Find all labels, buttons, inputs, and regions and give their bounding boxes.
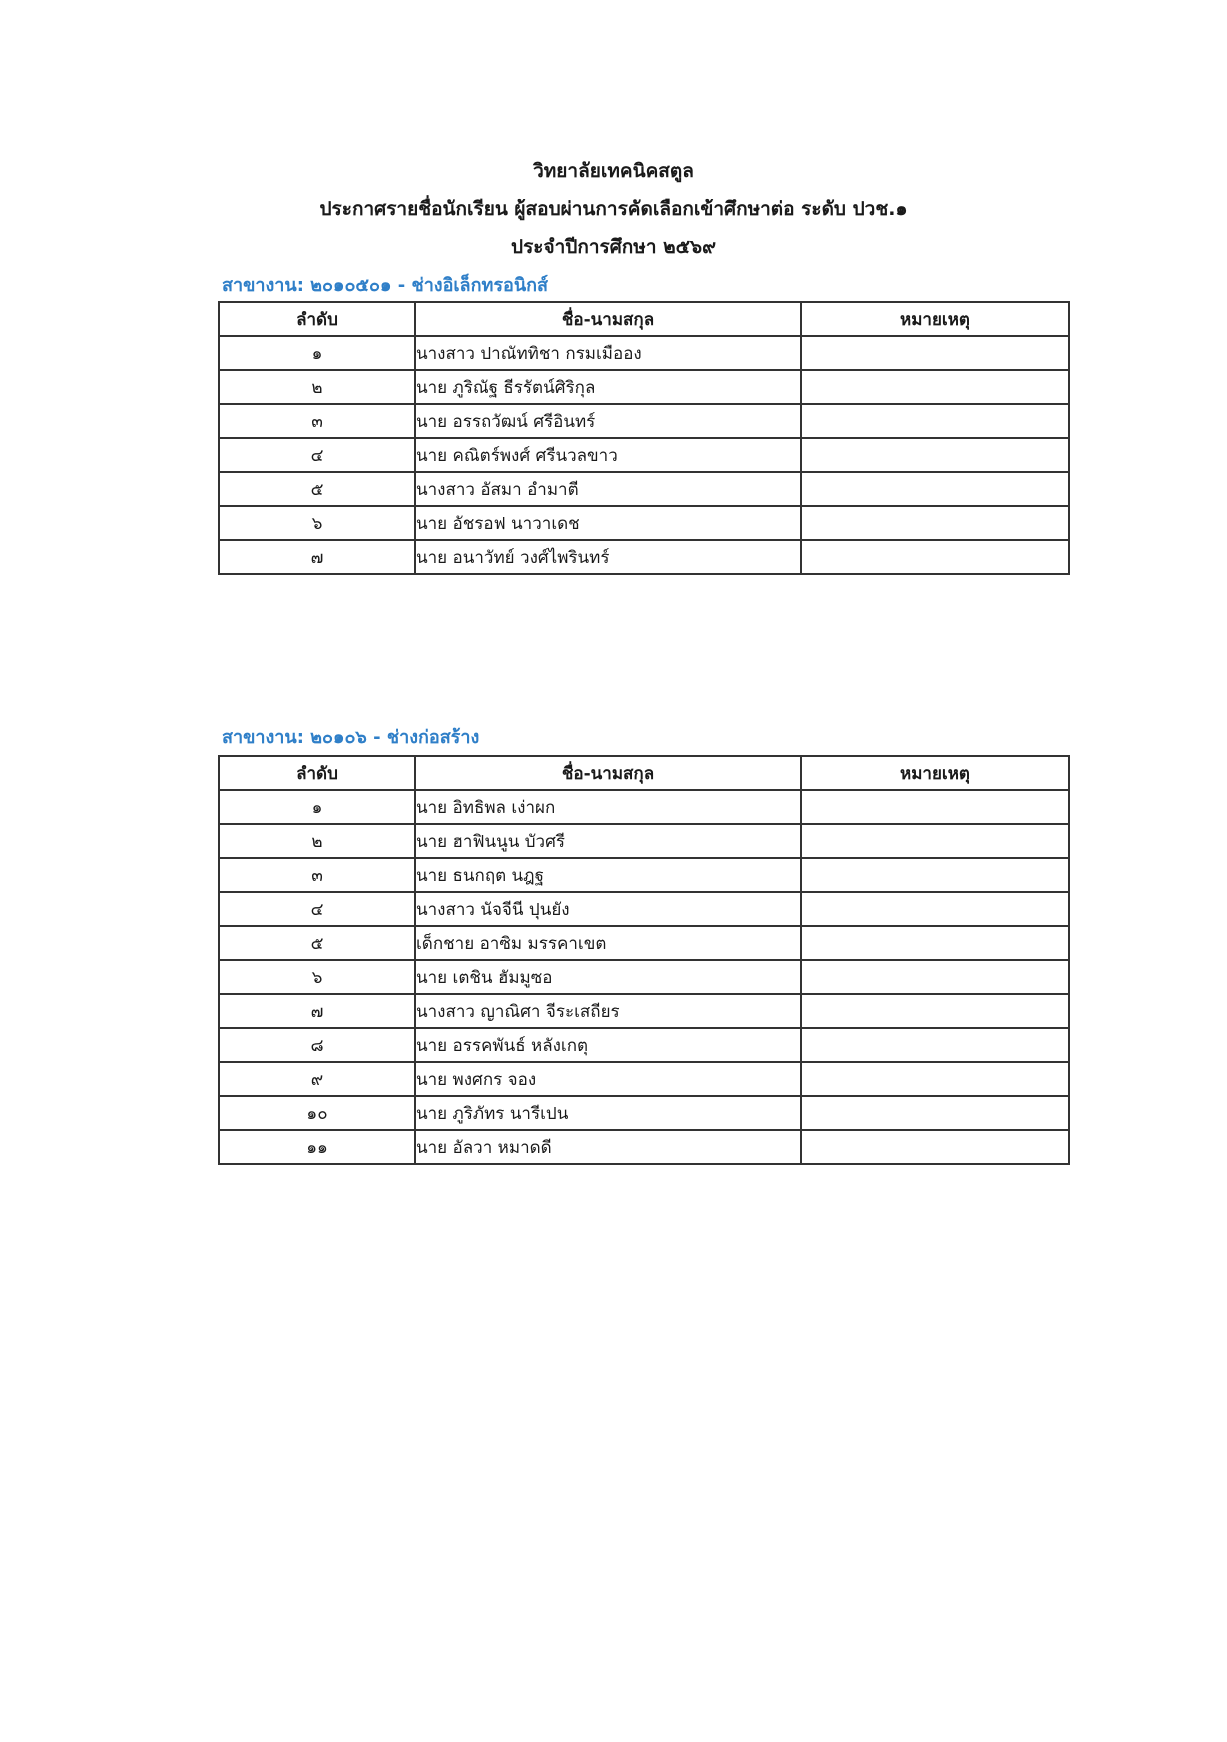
remark-cell [801,1028,1069,1062]
table-row [219,1130,1069,1164]
college-title: วิทยาลัยเทคนิคสตูล [533,160,694,182]
student-name: นาย เตชิน ฮัมมูซอ [415,960,801,994]
student-name: นาย คณิตร์พงศ์ ศรีนวลขาว [415,438,801,472]
remark-cell [801,1130,1069,1164]
section-label-construction: สาขางาน: ๒๐๑๐๖ - ช่างก่อสร้าง [222,727,480,748]
roster-table-electronics [218,301,1070,575]
row-number: ๒ [219,824,415,858]
remark-cell [801,336,1069,370]
student-name: นาย อรรคพันธ์ หลังเกตุ [415,1028,801,1062]
table-row [219,858,1069,892]
student-name: นาย ภูริภัทร นารีเปน [415,1096,801,1130]
table-row [219,926,1069,960]
remark-cell [801,1096,1069,1130]
row-number: ๒ [219,370,415,404]
table-row [219,472,1069,506]
student-name: นาย ฮาฟินนูน บัวศรี [415,824,801,858]
remark-cell [801,472,1069,506]
student-name: นางสาว ญาณิศา จีระเสถียร [415,994,801,1028]
row-number: ๑ [219,790,415,824]
remark-cell [801,926,1069,960]
column-header-no: ลำดับ [219,302,415,336]
row-number: ๔ [219,438,415,472]
student-name: นาย อัชรอฟ นาวาเดช [415,506,801,540]
remark-cell [801,790,1069,824]
student-name: นางสาว นัจจีนี ปุนยัง [415,892,801,926]
row-number: ๖ [219,506,415,540]
column-header-remark: หมายเหตุ [801,756,1069,790]
row-number: ๓ [219,404,415,438]
remark-cell [801,370,1069,404]
remark-cell [801,540,1069,574]
row-number: ๕ [219,472,415,506]
student-name: นาย ธนกฤต นฎฐ [415,858,801,892]
table-row [219,506,1069,540]
student-name: นางสาว อัสมา อำมาตี [415,472,801,506]
remark-cell [801,858,1069,892]
row-number: ๙ [219,1062,415,1096]
row-number: ๑๑ [219,1130,415,1164]
table-row [219,404,1069,438]
row-number: ๑ [219,336,415,370]
student-name: เด็กชาย อาซิม มรรคาเขต [415,926,801,960]
announcement-title: ประกาศรายชื่อนักเรียน ผู้สอบผ่านการคัดเลือกเข้าศึกษาต่อ ระดับ ปวช.๑ [319,198,908,220]
remark-cell [801,994,1069,1028]
student-name: นาย ภูริณัฐ ธีรรัตน์ศิริกุล [415,370,801,404]
remark-cell [801,1062,1069,1096]
column-header-remark: หมายเหตุ [801,302,1069,336]
roster-table-construction [218,755,1070,1165]
column-header-no: ลำดับ [219,756,415,790]
row-number: ๑๐ [219,1096,415,1130]
column-header-name: ชื่อ-นามสกุล [415,302,801,336]
row-number: ๗ [219,994,415,1028]
remark-cell [801,404,1069,438]
student-name: นาย อิทธิพล เง่าผก [415,790,801,824]
column-header-name: ชื่อ-นามสกุล [415,756,801,790]
academic-year-title: ประจำปีการศึกษา ๒๕๖๙ [511,236,716,258]
student-name: นาย พงศกร จอง [415,1062,801,1096]
table-row [219,1028,1069,1062]
table-row [219,370,1069,404]
row-number: ๕ [219,926,415,960]
row-number: ๓ [219,858,415,892]
table-row [219,1096,1069,1130]
remark-cell [801,438,1069,472]
table-row [219,336,1069,370]
table-row [219,438,1069,472]
row-number: ๖ [219,960,415,994]
remark-cell [801,506,1069,540]
table-row [219,824,1069,858]
table-row [219,892,1069,926]
table-row [219,540,1069,574]
table-row [219,1062,1069,1096]
row-number: ๗ [219,540,415,574]
row-number: ๔ [219,892,415,926]
table-row [219,960,1069,994]
table-row [219,994,1069,1028]
table-row [219,790,1069,824]
student-name: นาย อนาวัทย์ วงศ์ไพรินทร์ [415,540,801,574]
remark-cell [801,892,1069,926]
table-header-row [219,756,1069,790]
section-label-electronics: สาขางาน: ๒๐๑๐๕๐๑ - ช่างอิเล็กทรอนิกส์ [222,275,549,296]
remark-cell [801,824,1069,858]
student-name: นาย อัลวา หมาดดี [415,1130,801,1164]
table-header-row [219,302,1069,336]
remark-cell [801,960,1069,994]
row-number: ๘ [219,1028,415,1062]
student-name: นางสาว ปาณัททิชา กรมเมืออง [415,336,801,370]
student-name: นาย อรรถวัฒน์ ศรีอินทร์ [415,404,801,438]
